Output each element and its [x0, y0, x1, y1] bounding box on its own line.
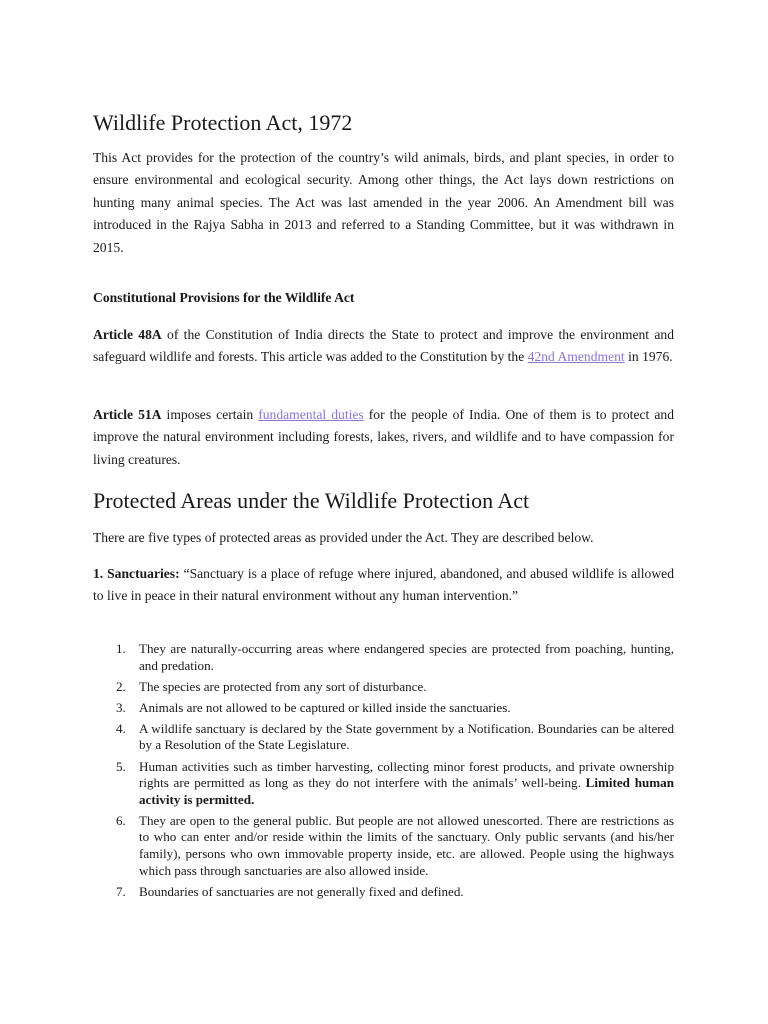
article-51a-text-1: imposes certain	[161, 407, 259, 422]
list-item	[93, 759, 674, 809]
list-item	[93, 884, 674, 901]
list-item-text: They are naturally-occurring areas where endangered species are protected from poaching, hunting, and predation.	[139, 641, 674, 673]
article-51a-text-2: for the people of India. One of them is to protect and improve the natural environment including forests, lakes, rivers, and wildlife and to have compassion for living creatures.	[93, 407, 674, 467]
list-item	[93, 679, 674, 696]
list-item-number: 1.	[116, 641, 126, 656]
protected-areas-intro: There are five types of protected areas as provided under the Act. They are described below.	[93, 530, 594, 545]
protected-areas-heading: Protected Areas under the Wildlife Protection Act	[93, 488, 530, 513]
42nd-amendment-link[interactable]: 42nd Amendment	[527, 349, 625, 365]
article-48a-label: Article 48A	[93, 327, 162, 342]
list-item-number: 7.	[116, 883, 126, 899]
list-item-text: A wildlife sanctuary is declared by the State government by a Notification. Boundaries can be altered by a Resolution of the State Legislature.	[139, 720, 674, 753]
list-item-number: 6.	[116, 812, 126, 828]
list-item	[93, 813, 674, 879]
list-item	[93, 721, 674, 754]
list-item-number: 4.	[116, 720, 126, 736]
list-item	[93, 700, 674, 717]
intro-paragraph: This Act provides for the protection of the country’s wild animals, birds, and plant species, in order to ensure environmental and ecological security. Among other things, the Act lays down restrictions on hunting many animal species. The Act was last amended in the year 2006. An Amendment bill was introduced in the Rajya Sabha in 2013 and referred to a Standing Committee, but it was withdrawn in 2015.	[93, 150, 674, 255]
sanctuaries-definition: “Sanctuary is a place of refuge where injured, abandoned, and abused wildlife is allowed to live in peace in their natural environment without any human intervention.”	[93, 566, 674, 604]
article-48a-paragraph	[93, 324, 674, 369]
list-item-text: They are open to the general public. But people are not allowed unescorted. There are restrictions as to who can enter and/or reside within the limits of the sanctuary. Only public servants (and his/her family), persons who own immovable property inside, etc. are allowed. People using the highways which pass through sanctuaries are also allowed inside.	[139, 812, 674, 878]
list-item-text: The species are protected from any sort of disturbance.	[139, 678, 427, 694]
sanctuary-features-list	[93, 641, 674, 905]
article-51a-label: Article 51A	[93, 407, 162, 422]
document-title: Wildlife Protection Act, 1972	[93, 110, 353, 135]
list-item-text: Boundaries of sanctuaries are not generally fixed and defined.	[139, 883, 464, 899]
list-item-number: 2.	[116, 678, 126, 694]
sanctuaries-paragraph	[93, 563, 674, 608]
fundamental-duties-link[interactable]: fundamental duties	[258, 407, 364, 422]
article-48a-text-2: in 1976.	[624, 349, 673, 365]
list-item	[93, 641, 674, 674]
article-48a-text-1: of the Constitution of India directs the State to protect and improve the environment and safeguard wildlife and forests. This article was added to the Constitution by the	[93, 327, 675, 365]
article-51a-paragraph	[93, 404, 674, 471]
list-item-text: Animals are not allowed to be captured or killed inside the sanctuaries.	[139, 699, 511, 715]
list-item-number: 5.	[116, 758, 126, 774]
list-item-bold-text: Limited human activity is permitted.	[139, 775, 674, 807]
list-item-text: Human activities such as timber harvesting, collecting minor forest products, and private ownership rights are permitted as long as they do not interfere with the animals’ well-being.	[139, 758, 674, 791]
list-item-number: 3.	[116, 699, 126, 715]
constitutional-heading: Constitutional Provisions for the Wildlife Act	[93, 290, 355, 305]
sanctuaries-label: 1. Sanctuaries:	[93, 566, 180, 581]
